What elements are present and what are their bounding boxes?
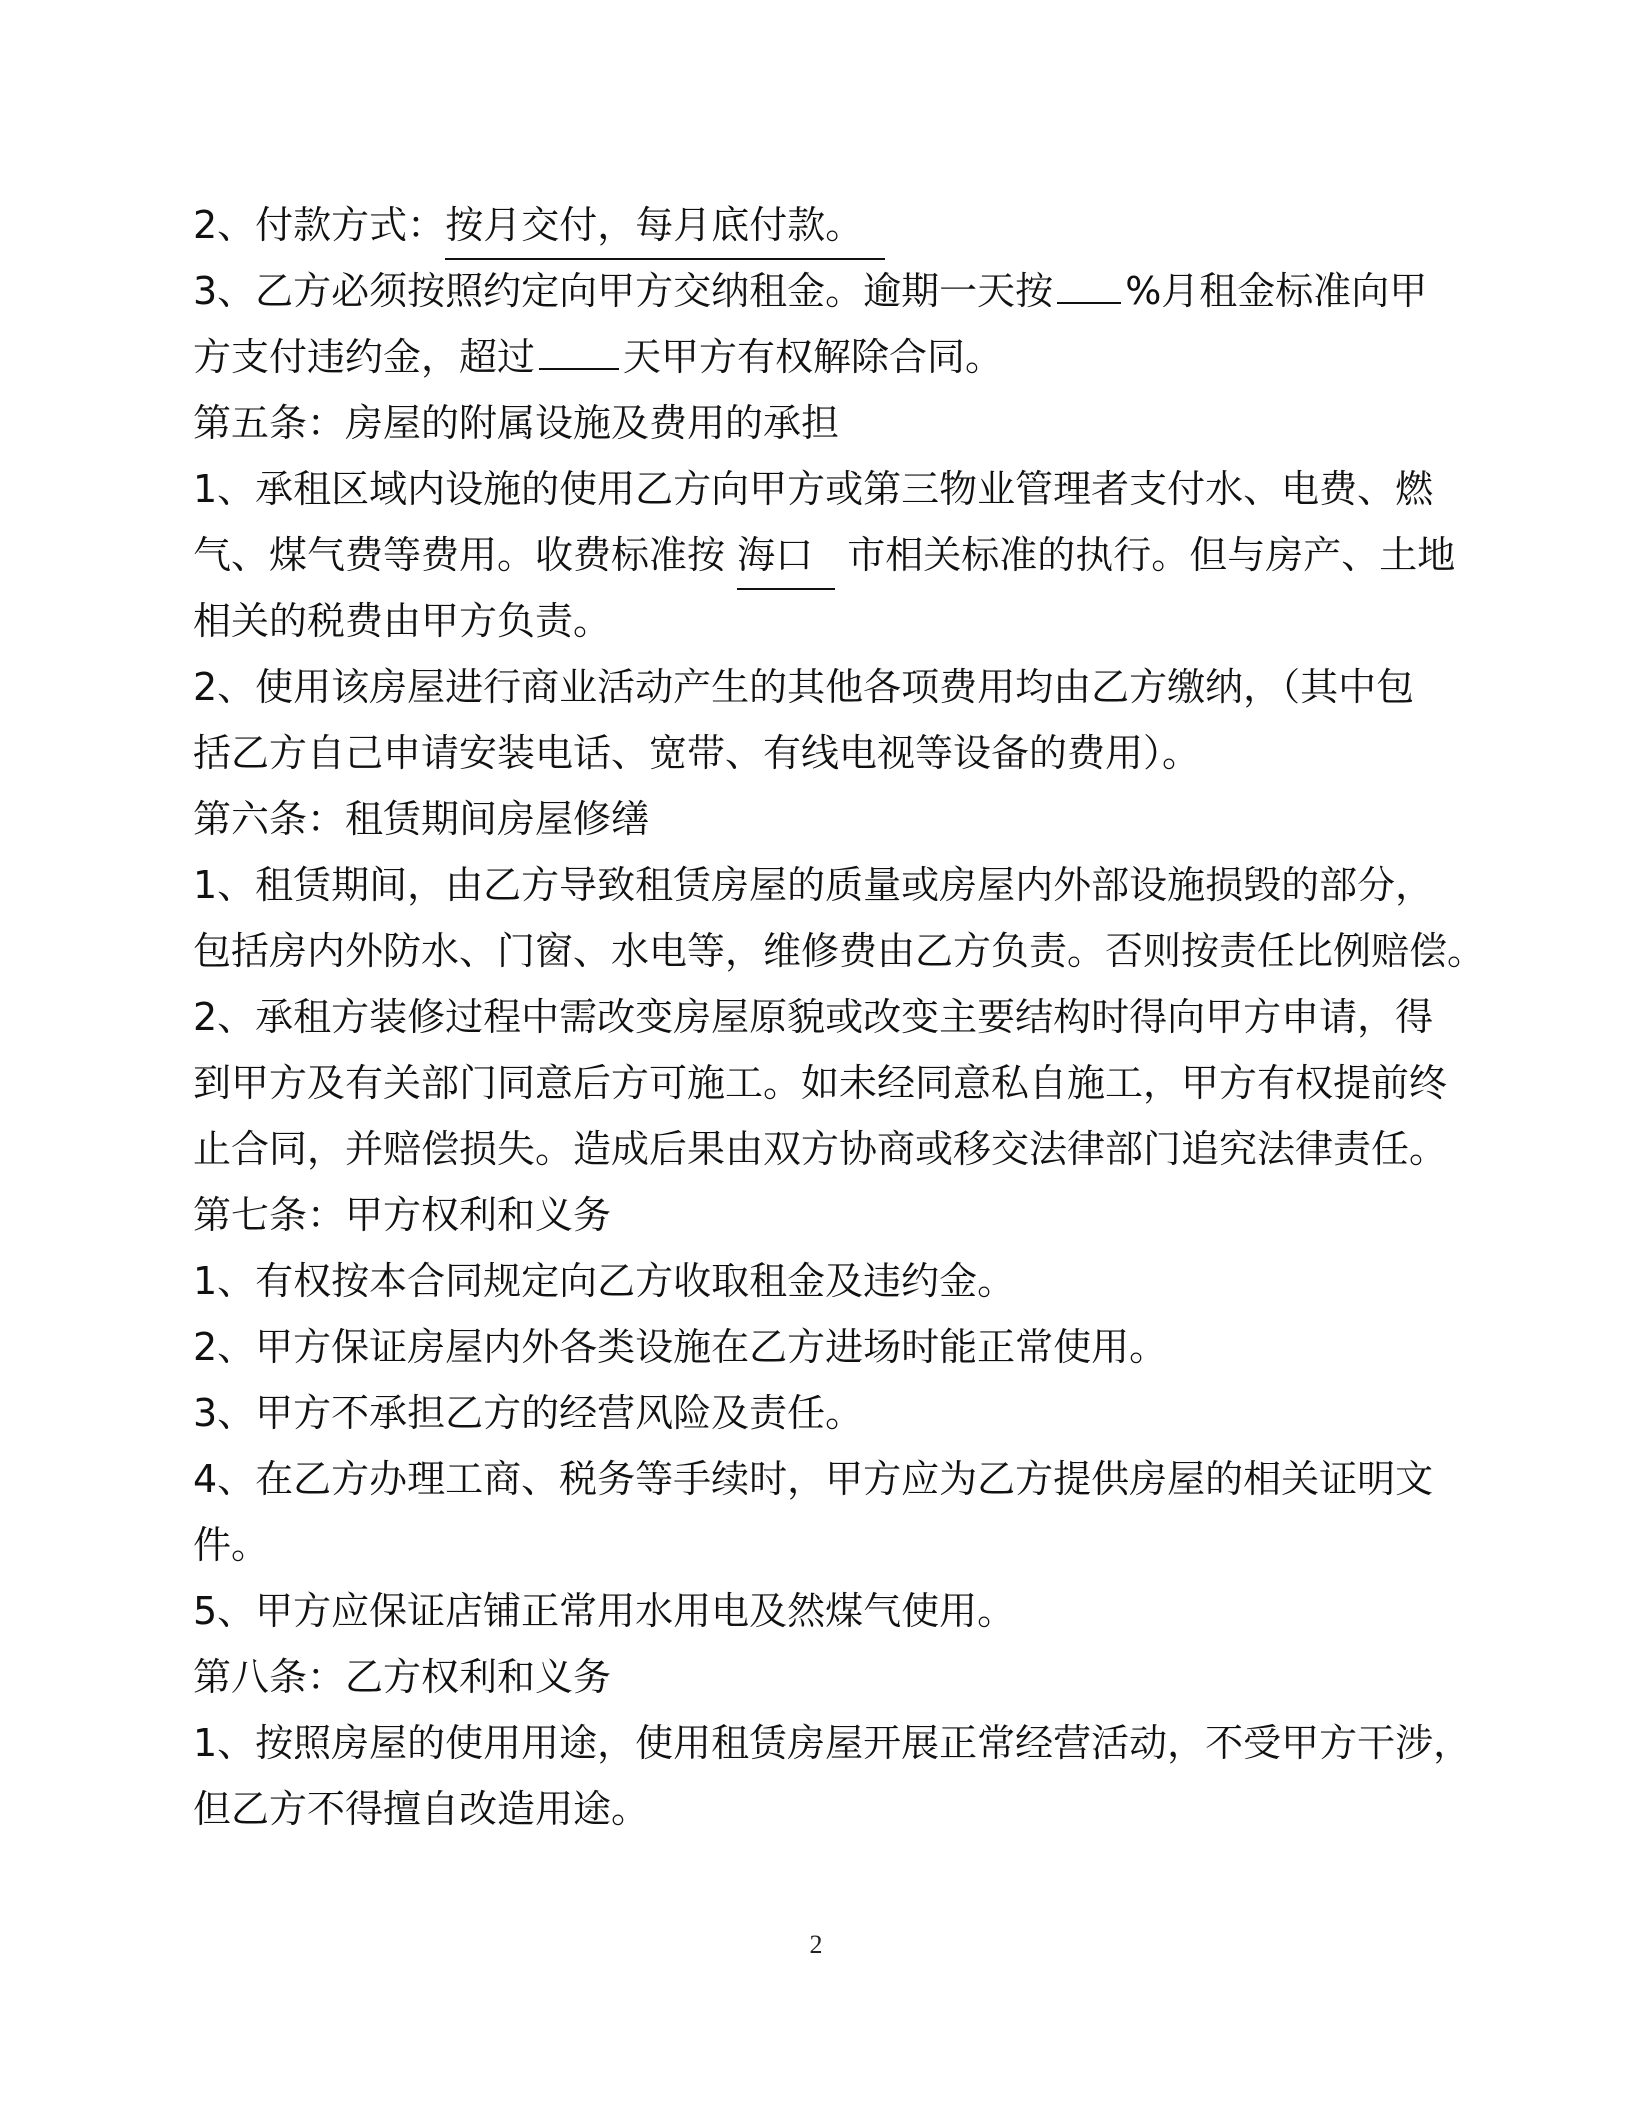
article-8-heading: 第八条：乙方权利和义务	[193, 1655, 612, 1699]
paragraph-line: 1、租赁期间，由乙方导致租赁房屋的质量或房屋内外部设施损毁的部分，	[193, 863, 1434, 907]
article-7-heading: 第七条：甲方权利和义务	[193, 1193, 612, 1237]
paragraph-line: 1、有权按本合同规定向乙方收取租金及违约金。	[193, 1259, 1016, 1303]
paragraph-line: 括乙方自己申请安装电话、宽带、有线电视等设备的费用）。	[193, 731, 1201, 775]
fee-standard-line: 气、煤气费等费用。收费标准按 海口 市相关标准的执行。但与房产、土地	[193, 522, 1453, 588]
paragraph-line: 1、按照房屋的使用用途，使用租赁房屋开展正常经营活动，不受甲方干涉，	[193, 1721, 1472, 1765]
paragraph-line: 4、在乙方办理工商、税务等手续时，甲方应为乙方提供房屋的相关证明文	[193, 1457, 1434, 1501]
paragraph-line: 2、使用该房屋进行商业活动产生的其他各项费用均由乙方缴纳，（其中包	[193, 665, 1415, 709]
document-body	[193, 192, 1486, 1842]
penalty-percent-blank	[1057, 268, 1121, 304]
city-name-field: 海口	[737, 522, 835, 590]
paragraph-line: 2、甲方保证房屋内外各类设施在乙方进场时能正常使用。	[193, 1325, 1168, 1369]
article-6-heading: 第六条：租赁期间房屋修缮	[193, 797, 650, 841]
paragraph-line: 相关的税费由甲方负责。	[193, 599, 612, 643]
page-number: 2	[809, 1930, 823, 1959]
rent-payment-line: 3、乙方必须按照约定向甲方交纳租金。逾期一天按 %月租金标准向甲	[193, 269, 1428, 313]
paragraph-line: 止合同，并赔偿损失。造成后果由双方协商或移交法律部门追究法律责任。	[193, 1127, 1448, 1171]
paragraph-line: 1、承租区域内设施的使用乙方向甲方或第三物业管理者支付水、电费、燃	[193, 467, 1434, 511]
paragraph-line: 件。	[193, 1523, 270, 1567]
penalty-line: 方支付违约金，超过 天甲方有权解除合同。	[193, 335, 1004, 379]
payment-method-value: 按月交付，每月底付款。	[445, 192, 885, 260]
paragraph-line: 包括房内外防水、门窗、水电等，维修费由乙方负责。否则按责任比例赔偿。	[193, 929, 1486, 973]
article-5-heading: 第五条：房屋的附属设施及费用的承担	[193, 401, 840, 445]
paragraph-line: 3、甲方不承担乙方的经营风险及责任。	[193, 1391, 864, 1435]
paragraph-line: 2、承租方装修过程中需改变房屋原貌或改变主要结构时得向甲方申请，得	[193, 995, 1434, 1039]
overdue-days-blank	[539, 334, 619, 370]
paragraph-line: 但乙方不得擅自改造用途。	[193, 1787, 650, 1831]
payment-method-line	[193, 192, 1453, 258]
payment-method-label: 2、付款方式：	[193, 203, 446, 247]
paragraph-line: 5、甲方应保证店铺正常用水用电及然煤气使用。	[193, 1589, 1016, 1633]
paragraph-line: 到甲方及有关部门同意后方可施工。如未经同意私自施工，甲方有权提前终	[193, 1061, 1448, 1105]
